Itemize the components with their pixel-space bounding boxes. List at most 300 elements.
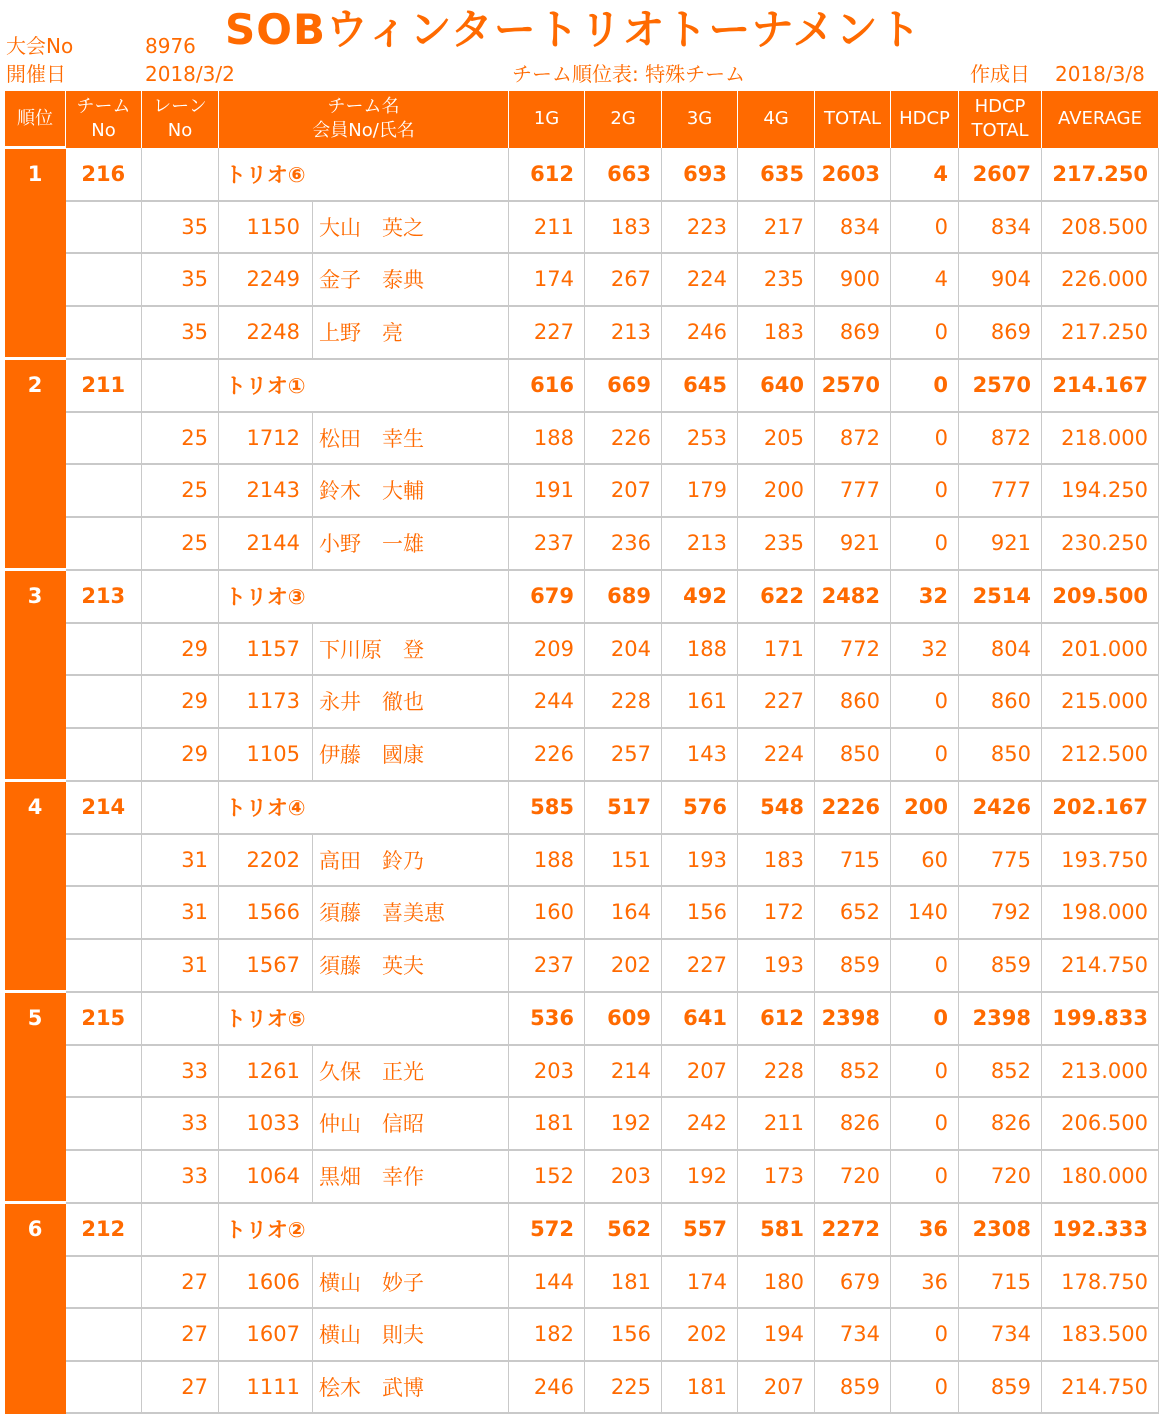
member-name: 金子 泰典 xyxy=(313,253,509,306)
team-g4: 548 xyxy=(738,781,815,834)
team-no: 211 xyxy=(66,359,142,412)
lane-no: 27 xyxy=(142,1308,219,1361)
member-g3: 224 xyxy=(662,253,738,306)
team-hdcp: 4 xyxy=(891,148,959,201)
member-g3: 207 xyxy=(662,1045,738,1098)
team-g1: 536 xyxy=(509,992,585,1045)
member-name: 松田 幸生 xyxy=(313,412,509,465)
member-average: 201.000 xyxy=(1042,623,1159,676)
team-hdcp-total: 2607 xyxy=(959,148,1042,201)
member-g2: 151 xyxy=(585,834,662,887)
member-name: 須藤 喜美恵 xyxy=(313,886,509,939)
team-no xyxy=(66,1361,142,1414)
rank-cell xyxy=(5,464,66,517)
member-row xyxy=(5,1361,1159,1414)
team-name: トリオ③ xyxy=(219,570,509,623)
team-total: 2570 xyxy=(815,359,891,412)
created-label: 作成日 xyxy=(970,62,1030,86)
member-g4: 227 xyxy=(738,675,815,728)
member-g2: 156 xyxy=(585,1308,662,1361)
member-g3: 188 xyxy=(662,623,738,676)
member-average: 218.000 xyxy=(1042,412,1159,465)
member-name: 小野 一雄 xyxy=(313,517,509,570)
rank-cell xyxy=(5,1097,66,1150)
member-name: 黒畑 幸作 xyxy=(313,1150,509,1203)
member-average: 193.750 xyxy=(1042,834,1159,887)
member-total: 900 xyxy=(815,253,891,306)
col-team-name: チーム名 会員No/氏名 xyxy=(219,91,509,148)
member-hdcp: 0 xyxy=(891,1045,959,1098)
rank-cell xyxy=(5,675,66,728)
team-g2: 689 xyxy=(585,570,662,623)
member-hdcp-total: 860 xyxy=(959,675,1042,728)
team-no xyxy=(66,886,142,939)
team-no xyxy=(66,728,142,781)
member-g1: 237 xyxy=(509,517,585,570)
member-hdcp-total: 734 xyxy=(959,1308,1042,1361)
member-g4: 224 xyxy=(738,728,815,781)
member-g3: 193 xyxy=(662,834,738,887)
rank-cell xyxy=(5,1150,66,1203)
member-row xyxy=(5,886,1159,939)
rank-cell xyxy=(5,253,66,306)
member-g3: 161 xyxy=(662,675,738,728)
member-total: 850 xyxy=(815,728,891,781)
team-hdcp-total: 2398 xyxy=(959,992,1042,1045)
member-average: 217.250 xyxy=(1042,306,1159,359)
member-g2: 226 xyxy=(585,412,662,465)
team-g3: 492 xyxy=(662,570,738,623)
member-row xyxy=(5,675,1159,728)
col-average: AVERAGE xyxy=(1042,91,1159,148)
member-g4: 180 xyxy=(738,1256,815,1309)
member-g3: 143 xyxy=(662,728,738,781)
team-hdcp-total: 2570 xyxy=(959,359,1042,412)
member-g2: 192 xyxy=(585,1097,662,1150)
rank-cell: 5 xyxy=(5,992,66,1045)
rank-cell: 4 xyxy=(5,781,66,834)
team-g1: 585 xyxy=(509,781,585,834)
team-no xyxy=(66,517,142,570)
col-3g: 3G xyxy=(662,91,738,148)
member-no: 1566 xyxy=(219,886,313,939)
team-total: 2272 xyxy=(815,1203,891,1256)
team-name: トリオ② xyxy=(219,1203,509,1256)
member-row xyxy=(5,201,1159,254)
member-hdcp: 0 xyxy=(891,939,959,992)
member-g3: 253 xyxy=(662,412,738,465)
lane-no: 27 xyxy=(142,1361,219,1414)
member-total: 869 xyxy=(815,306,891,359)
team-name: トリオ④ xyxy=(219,781,509,834)
member-average: 208.500 xyxy=(1042,201,1159,254)
member-no: 1607 xyxy=(219,1308,313,1361)
member-hdcp: 0 xyxy=(891,517,959,570)
lane-no: 29 xyxy=(142,623,219,676)
team-row xyxy=(5,1203,1159,1256)
member-g4: 173 xyxy=(738,1150,815,1203)
member-no: 1111 xyxy=(219,1361,313,1414)
team-g1: 572 xyxy=(509,1203,585,1256)
team-no xyxy=(66,939,142,992)
member-name: 横山 妙子 xyxy=(313,1256,509,1309)
member-g4: 211 xyxy=(738,1097,815,1150)
member-average: 230.250 xyxy=(1042,517,1159,570)
team-no xyxy=(66,201,142,254)
member-g2: 203 xyxy=(585,1150,662,1203)
member-g1: 237 xyxy=(509,939,585,992)
member-g3: 174 xyxy=(662,1256,738,1309)
member-name: 高田 鈴乃 xyxy=(313,834,509,887)
team-g2: 669 xyxy=(585,359,662,412)
member-g1: 181 xyxy=(509,1097,585,1150)
col-team-no: チーム No xyxy=(66,91,142,148)
member-name: 桧木 武博 xyxy=(313,1361,509,1414)
member-hdcp: 0 xyxy=(891,1150,959,1203)
created-date: 2018/3/8 xyxy=(1055,62,1145,86)
lane-no: 29 xyxy=(142,675,219,728)
member-hdcp-total: 921 xyxy=(959,517,1042,570)
lane-no xyxy=(142,992,219,1045)
member-g1: 182 xyxy=(509,1308,585,1361)
team-average: 192.333 xyxy=(1042,1203,1159,1256)
member-row xyxy=(5,623,1159,676)
member-g2: 267 xyxy=(585,253,662,306)
col-total: TOTAL xyxy=(815,91,891,148)
member-name: 久保 正光 xyxy=(313,1045,509,1098)
col-2g: 2G xyxy=(585,91,662,148)
team-hdcp: 0 xyxy=(891,992,959,1045)
member-total: 679 xyxy=(815,1256,891,1309)
member-hdcp: 0 xyxy=(891,201,959,254)
member-row xyxy=(5,728,1159,781)
member-total: 734 xyxy=(815,1308,891,1361)
member-average: 213.000 xyxy=(1042,1045,1159,1098)
member-average: 183.500 xyxy=(1042,1308,1159,1361)
member-total: 872 xyxy=(815,412,891,465)
member-g2: 164 xyxy=(585,886,662,939)
rank-cell xyxy=(5,939,66,992)
member-average: 194.250 xyxy=(1042,464,1159,517)
team-g4: 635 xyxy=(738,148,815,201)
member-name: 大山 英之 xyxy=(313,201,509,254)
event-no-label: 大会No xyxy=(6,34,74,58)
member-average: 212.500 xyxy=(1042,728,1159,781)
member-hdcp: 140 xyxy=(891,886,959,939)
team-g3: 693 xyxy=(662,148,738,201)
lane-no: 35 xyxy=(142,253,219,306)
lane-no xyxy=(142,781,219,834)
member-hdcp-total: 904 xyxy=(959,253,1042,306)
team-g3: 645 xyxy=(662,359,738,412)
member-hdcp: 0 xyxy=(891,464,959,517)
team-g4: 640 xyxy=(738,359,815,412)
member-hdcp-total: 826 xyxy=(959,1097,1042,1150)
member-row xyxy=(5,1045,1159,1098)
member-row xyxy=(5,517,1159,570)
member-g1: 152 xyxy=(509,1150,585,1203)
member-g4: 235 xyxy=(738,253,815,306)
rank-cell xyxy=(5,1308,66,1361)
member-hdcp: 32 xyxy=(891,623,959,676)
member-hdcp-total: 720 xyxy=(959,1150,1042,1203)
member-total: 715 xyxy=(815,834,891,887)
member-hdcp-total: 859 xyxy=(959,1361,1042,1414)
team-g4: 581 xyxy=(738,1203,815,1256)
member-total: 777 xyxy=(815,464,891,517)
team-no xyxy=(66,1150,142,1203)
team-row xyxy=(5,359,1159,412)
member-total: 826 xyxy=(815,1097,891,1150)
member-g3: 202 xyxy=(662,1308,738,1361)
lane-no xyxy=(142,148,219,201)
member-g1: 191 xyxy=(509,464,585,517)
member-g1: 246 xyxy=(509,1361,585,1414)
rank-cell xyxy=(5,1256,66,1309)
team-name: トリオ① xyxy=(219,359,509,412)
member-hdcp: 0 xyxy=(891,306,959,359)
member-total: 720 xyxy=(815,1150,891,1203)
rank-cell xyxy=(5,834,66,887)
member-total: 859 xyxy=(815,1361,891,1414)
member-g4: 200 xyxy=(738,464,815,517)
member-g2: 183 xyxy=(585,201,662,254)
member-g3: 156 xyxy=(662,886,738,939)
rank-cell: 2 xyxy=(5,359,66,412)
member-name: 鈴木 大輔 xyxy=(313,464,509,517)
member-hdcp-total: 715 xyxy=(959,1256,1042,1309)
member-no: 1033 xyxy=(219,1097,313,1150)
col-hdcp-total: HDCP TOTAL xyxy=(959,91,1042,148)
team-average: 209.500 xyxy=(1042,570,1159,623)
rank-cell: 3 xyxy=(5,570,66,623)
member-g4: 205 xyxy=(738,412,815,465)
member-no: 1712 xyxy=(219,412,313,465)
member-no: 1606 xyxy=(219,1256,313,1309)
event-no: 8976 xyxy=(145,34,196,58)
member-hdcp: 0 xyxy=(891,412,959,465)
team-no xyxy=(66,675,142,728)
team-row xyxy=(5,992,1159,1045)
member-hdcp: 36 xyxy=(891,1256,959,1309)
team-average: 199.833 xyxy=(1042,992,1159,1045)
member-hdcp-total: 850 xyxy=(959,728,1042,781)
member-total: 852 xyxy=(815,1045,891,1098)
team-hdcp: 200 xyxy=(891,781,959,834)
member-g1: 174 xyxy=(509,253,585,306)
member-hdcp-total: 872 xyxy=(959,412,1042,465)
team-hdcp: 36 xyxy=(891,1203,959,1256)
team-average: 214.167 xyxy=(1042,359,1159,412)
col-hdcp: HDCP xyxy=(891,91,959,148)
team-average: 202.167 xyxy=(1042,781,1159,834)
team-no xyxy=(66,253,142,306)
lane-no xyxy=(142,359,219,412)
member-g3: 181 xyxy=(662,1361,738,1414)
member-hdcp: 0 xyxy=(891,1308,959,1361)
rank-cell xyxy=(5,623,66,676)
member-no: 1150 xyxy=(219,201,313,254)
member-name: 下川原 登 xyxy=(313,623,509,676)
member-g1: 227 xyxy=(509,306,585,359)
member-g2: 236 xyxy=(585,517,662,570)
member-no: 2143 xyxy=(219,464,313,517)
team-no: 215 xyxy=(66,992,142,1045)
col-1g: 1G xyxy=(509,91,585,148)
member-row xyxy=(5,253,1159,306)
member-g4: 235 xyxy=(738,517,815,570)
member-total: 772 xyxy=(815,623,891,676)
team-row xyxy=(5,781,1159,834)
team-g4: 612 xyxy=(738,992,815,1045)
member-average: 214.750 xyxy=(1042,1361,1159,1414)
rank-cell xyxy=(5,728,66,781)
team-no xyxy=(66,1097,142,1150)
member-average: 214.750 xyxy=(1042,939,1159,992)
member-g1: 226 xyxy=(509,728,585,781)
lane-no: 31 xyxy=(142,886,219,939)
member-hdcp-total: 852 xyxy=(959,1045,1042,1098)
member-g3: 246 xyxy=(662,306,738,359)
member-name: 横山 則夫 xyxy=(313,1308,509,1361)
team-no xyxy=(66,306,142,359)
rank-cell xyxy=(5,886,66,939)
team-name: トリオ⑤ xyxy=(219,992,509,1045)
lane-no: 33 xyxy=(142,1045,219,1098)
team-g1: 679 xyxy=(509,570,585,623)
sheet-title: チーム順位表: 特殊チーム xyxy=(512,62,746,86)
team-no xyxy=(66,1045,142,1098)
member-row xyxy=(5,1308,1159,1361)
team-hdcp-total: 2426 xyxy=(959,781,1042,834)
team-average: 217.250 xyxy=(1042,148,1159,201)
rank-cell xyxy=(5,517,66,570)
lane-no: 33 xyxy=(142,1150,219,1203)
team-g4: 622 xyxy=(738,570,815,623)
lane-no: 25 xyxy=(142,464,219,517)
member-row xyxy=(5,412,1159,465)
lane-no: 35 xyxy=(142,201,219,254)
member-row xyxy=(5,1256,1159,1309)
team-no xyxy=(66,623,142,676)
member-hdcp: 0 xyxy=(891,1097,959,1150)
member-g3: 192 xyxy=(662,1150,738,1203)
lane-no: 33 xyxy=(142,1097,219,1150)
member-g3: 242 xyxy=(662,1097,738,1150)
team-hdcp-total: 2514 xyxy=(959,570,1042,623)
member-no: 2202 xyxy=(219,834,313,887)
member-hdcp-total: 859 xyxy=(959,939,1042,992)
team-no: 212 xyxy=(66,1203,142,1256)
rank-cell: 1 xyxy=(5,148,66,201)
member-no: 2144 xyxy=(219,517,313,570)
member-g4: 207 xyxy=(738,1361,815,1414)
member-g4: 228 xyxy=(738,1045,815,1098)
member-row xyxy=(5,1150,1159,1203)
member-hdcp-total: 804 xyxy=(959,623,1042,676)
member-g4: 183 xyxy=(738,834,815,887)
team-total: 2603 xyxy=(815,148,891,201)
team-row xyxy=(5,148,1159,201)
team-total: 2226 xyxy=(815,781,891,834)
member-g1: 209 xyxy=(509,623,585,676)
member-name: 須藤 英夫 xyxy=(313,939,509,992)
member-hdcp-total: 792 xyxy=(959,886,1042,939)
team-no xyxy=(66,412,142,465)
date-label: 開催日 xyxy=(6,62,66,86)
member-g1: 188 xyxy=(509,834,585,887)
team-g1: 616 xyxy=(509,359,585,412)
member-hdcp: 0 xyxy=(891,1361,959,1414)
member-g2: 207 xyxy=(585,464,662,517)
team-g3: 576 xyxy=(662,781,738,834)
team-no xyxy=(66,1256,142,1309)
member-g3: 227 xyxy=(662,939,738,992)
team-g3: 557 xyxy=(662,1203,738,1256)
member-g4: 172 xyxy=(738,886,815,939)
lane-no: 25 xyxy=(142,412,219,465)
member-name: 永井 徹也 xyxy=(313,675,509,728)
rank-cell xyxy=(5,412,66,465)
member-average: 206.500 xyxy=(1042,1097,1159,1150)
member-no: 2249 xyxy=(219,253,313,306)
member-g4: 194 xyxy=(738,1308,815,1361)
lane-no: 31 xyxy=(142,834,219,887)
team-g3: 641 xyxy=(662,992,738,1045)
team-row xyxy=(5,570,1159,623)
team-g2: 562 xyxy=(585,1203,662,1256)
member-no: 1173 xyxy=(219,675,313,728)
member-average: 226.000 xyxy=(1042,253,1159,306)
team-hdcp-total: 2308 xyxy=(959,1203,1042,1256)
member-g2: 228 xyxy=(585,675,662,728)
team-no: 216 xyxy=(66,148,142,201)
member-g1: 244 xyxy=(509,675,585,728)
col-lane-no: レーン No xyxy=(142,91,219,148)
member-g1: 160 xyxy=(509,886,585,939)
page-title: SOBウィンタートリオトーナメント xyxy=(225,5,922,54)
member-g1: 144 xyxy=(509,1256,585,1309)
member-row xyxy=(5,939,1159,992)
member-name: 伊藤 國康 xyxy=(313,728,509,781)
team-g1: 612 xyxy=(509,148,585,201)
member-g3: 179 xyxy=(662,464,738,517)
lane-no xyxy=(142,570,219,623)
col-4g: 4G xyxy=(738,91,815,148)
member-g2: 225 xyxy=(585,1361,662,1414)
member-total: 834 xyxy=(815,201,891,254)
member-hdcp: 0 xyxy=(891,675,959,728)
member-row xyxy=(5,306,1159,359)
table-header-row xyxy=(5,91,1159,148)
team-no xyxy=(66,1308,142,1361)
member-g4: 217 xyxy=(738,201,815,254)
member-g4: 183 xyxy=(738,306,815,359)
event-date: 2018/3/2 xyxy=(145,62,235,86)
member-hdcp-total: 834 xyxy=(959,201,1042,254)
member-hdcp-total: 777 xyxy=(959,464,1042,517)
rank-cell: 6 xyxy=(5,1203,66,1256)
member-g2: 213 xyxy=(585,306,662,359)
member-no: 1105 xyxy=(219,728,313,781)
member-row xyxy=(5,1097,1159,1150)
team-hdcp: 32 xyxy=(891,570,959,623)
lane-no: 25 xyxy=(142,517,219,570)
lane-no xyxy=(142,1203,219,1256)
member-average: 215.000 xyxy=(1042,675,1159,728)
member-total: 860 xyxy=(815,675,891,728)
lane-no: 31 xyxy=(142,939,219,992)
